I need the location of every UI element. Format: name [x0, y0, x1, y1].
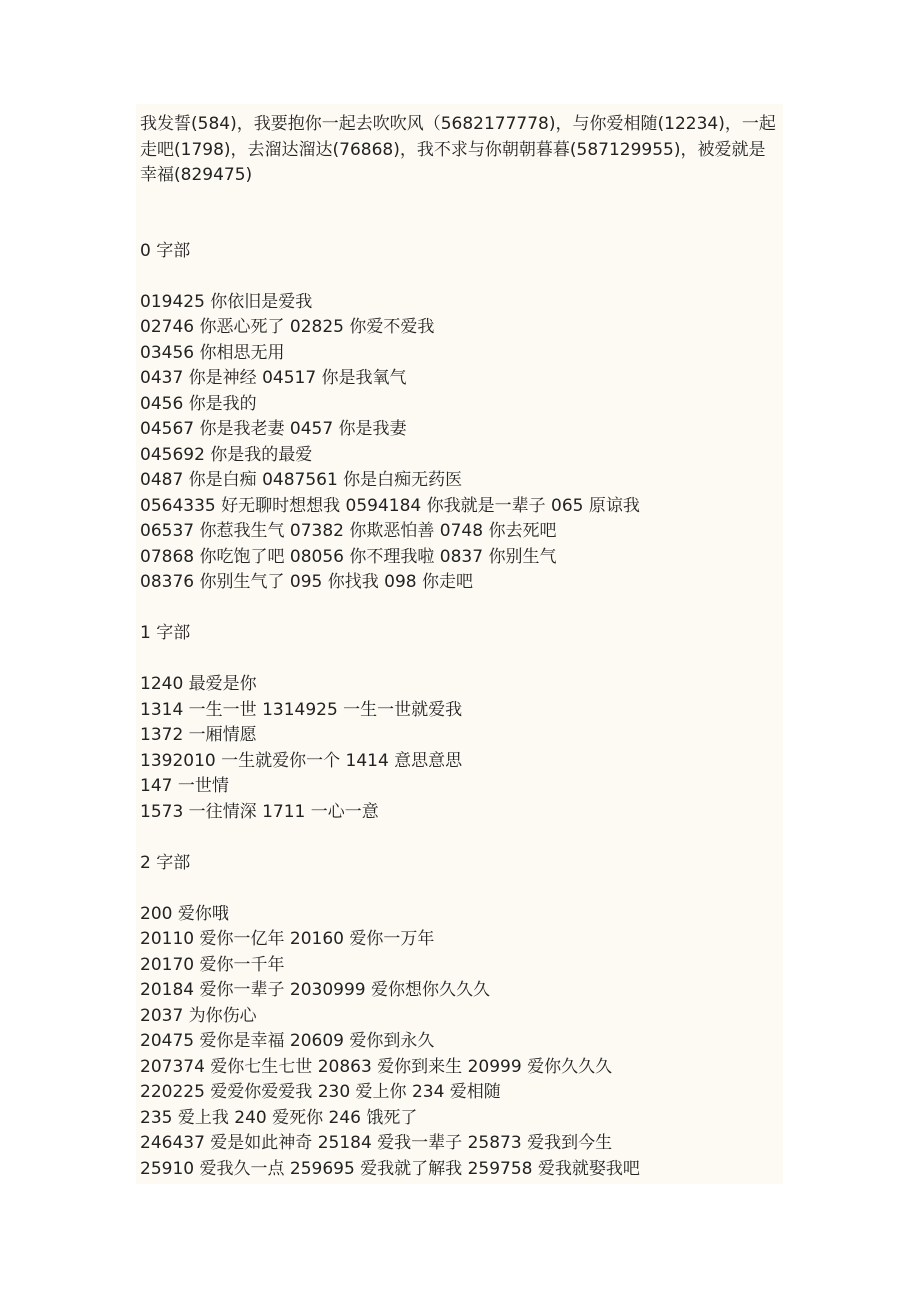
list-item: 1240 最爱是你	[140, 674, 257, 694]
list-item: 207374 爱你七生七世 20863 爱你到来生 20999 爱你久久久	[140, 1056, 613, 1077]
section-heading: 2 字部	[140, 852, 191, 873]
list-item: 20110 爱你一亿年 20160 爱你一万年	[140, 929, 435, 949]
list-item: 08376 你别生气了 095 你找我 098 你走吧	[140, 572, 473, 592]
list-item: 200 爱你哦	[140, 903, 229, 924]
list-item: 220225 爱爱你爱爱我 230 爱上你 234 爱相随	[140, 1082, 501, 1102]
entry-list	[140, 672, 782, 825]
list-item: 0456 你是我的	[140, 393, 257, 414]
list-item: 0437 你是神经 04517 你是我氧气	[140, 368, 407, 388]
list-item: 147 一世情	[140, 776, 229, 796]
list-item: 045692 你是我的最爱	[140, 444, 313, 465]
section-heading: 0 字部	[140, 240, 191, 261]
list-item: 20184 爱你一辈子 2030999 爱你想你久久久	[140, 980, 491, 1000]
section-1	[140, 621, 782, 825]
intro-paragraph: 我发誓(584)，我要抱你一起去吹吹风（5682177778)，与你爱相随(12234)，一起走吧(1798)，去溜达溜达(76868)，我不求与你朝朝暮暮(587129955)，被爱就是幸福(829475)	[140, 114, 776, 185]
list-item: 1372 一厢情愿	[140, 725, 257, 745]
list-item: 1392010 一生就爱你一个 1414 意思意思	[140, 750, 463, 771]
list-item: 235 爱上我 240 爱死你 246 饿死了	[140, 1107, 418, 1128]
list-item: 0564335 好无聊时想想我 0594184 你我就是一辈子 065 原谅我	[140, 495, 640, 516]
list-item: 02746 你恶心死了 02825 你爱不爱我	[140, 317, 435, 337]
list-item: 20170 爱你一千年	[140, 954, 285, 975]
list-item: 07868 你吃饱了吧 08056 你不理我啦 0837 你别生气	[140, 546, 557, 567]
list-item: 25910 爱我久一点 259695 爱我就了解我 259758 爱我就娶我吧	[140, 1158, 640, 1179]
section-0	[140, 239, 782, 596]
list-item: 0487 你是白痴 0487561 你是白痴无药医	[140, 470, 463, 490]
entry-list	[140, 902, 782, 1183]
list-item: 019425 你依旧是爱我	[140, 291, 313, 312]
list-item: 2037 为你伤心	[140, 1005, 257, 1026]
list-item: 04567 你是我老妻 0457 你是我妻	[140, 419, 407, 439]
section-heading: 1 字部	[140, 623, 191, 643]
entry-list	[140, 290, 782, 596]
list-item: 1314 一生一世 1314925 一生一世就爱我	[140, 699, 463, 720]
list-item: 246437 爱是如此神奇 25184 爱我一辈子 25873 爱我到今生	[140, 1133, 613, 1153]
document-content	[140, 112, 782, 1182]
list-item: 20475 爱你是幸福 20609 爱你到永久	[140, 1031, 435, 1051]
section-2	[140, 851, 782, 1183]
list-item: 03456 你相思无用	[140, 342, 285, 363]
list-item: 1573 一往情深 1711 一心一意	[140, 801, 379, 822]
list-item: 06537 你惹我生气 07382 你欺恶怕善 0748 你去死吧	[140, 521, 557, 541]
